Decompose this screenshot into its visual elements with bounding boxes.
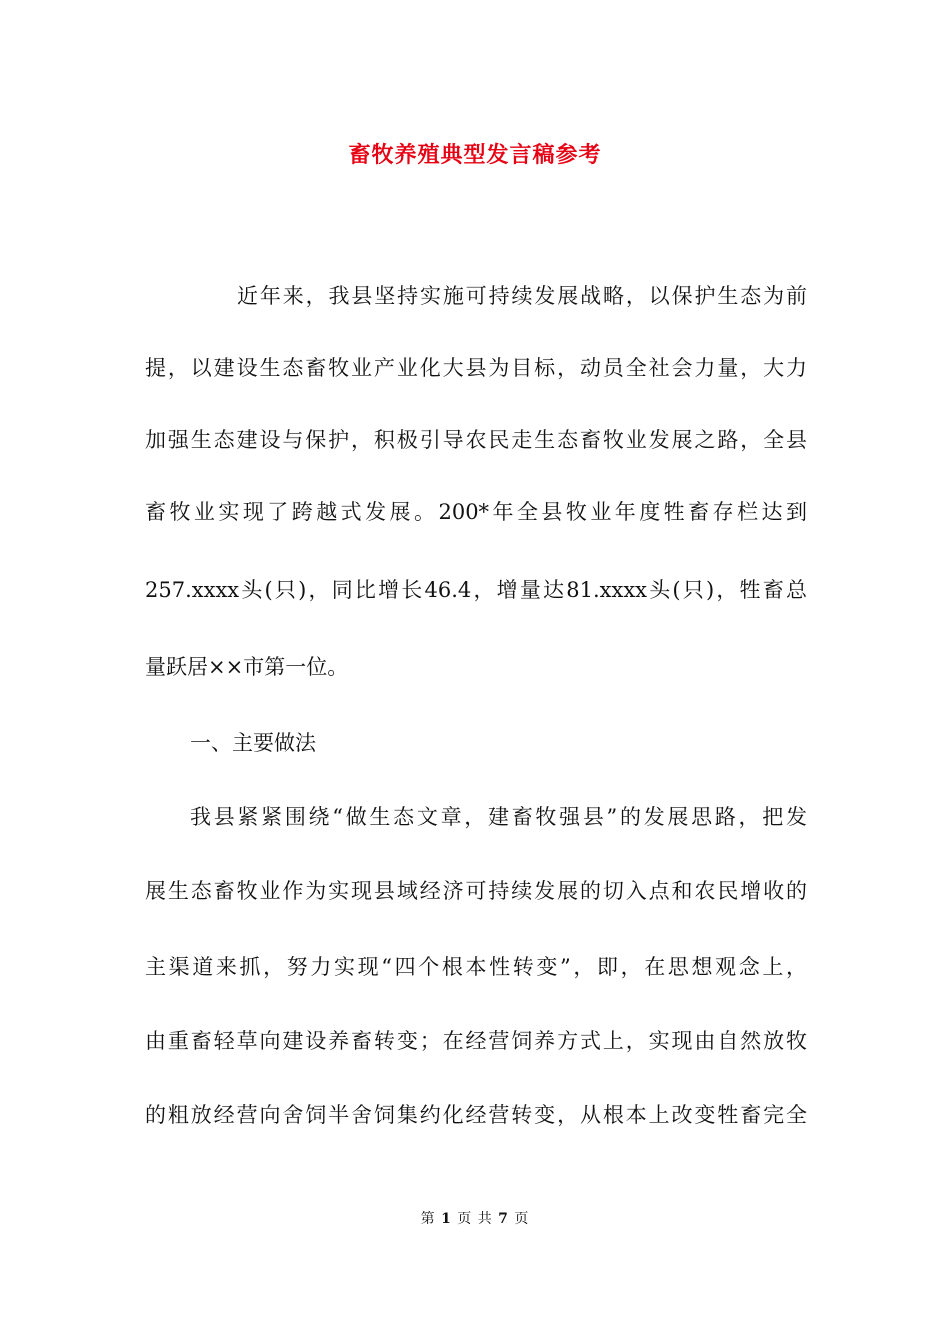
footer-suffix: 页 [514, 1211, 530, 1227]
paragraph-line: 我县紧紧围绕“做生态文章，建畜牧强县”的发展思路，把发 [190, 805, 807, 829]
paragraph-line: 257.xxxx头(只)，同比增长46.4，增量达81.xxxx头(只)，牲畜总 [145, 578, 807, 602]
paragraph-line: 近年来，我县坚持实施可持续发展战略，以保护生态为前 [237, 284, 807, 308]
paragraph-line: 量跃居××市第一位。 [145, 655, 349, 679]
paragraph-line: 提，以建设生态畜牧业产业化大县为目标，动员全社会力量，大力 [145, 356, 807, 380]
paragraph-line: 主渠道来抓，努力实现“四个根本性转变”，即，在思想观念上， [145, 955, 807, 979]
page-footer [0, 1208, 950, 1228]
paragraph-line: 加强生态建设与保护，积极引导农民走生态畜牧业发展之路，全县 [145, 428, 807, 452]
footer-prefix: 第 [420, 1211, 436, 1227]
footer-middle: 页 共 [457, 1211, 493, 1227]
paragraph-line: 的粗放经营向舍饲半舍饲集约化经营转变，从根本上改变牲畜完全 [145, 1103, 807, 1127]
document-title: 畜牧养殖典型发言稿参考 [348, 142, 602, 168]
paragraph-line: 畜牧业实现了跨越式发展。200*年全县牧业年度牲畜存栏达到 [145, 500, 807, 524]
section-heading: 一、主要做法 [190, 731, 316, 755]
page-number: 1 [441, 1211, 452, 1227]
paragraph-line: 展生态畜牧业作为实现县域经济可持续发展的切入点和农民增收的 [145, 879, 807, 903]
paragraph-line: 由重畜轻草向建设养畜转变；在经营饲养方式上，实现由自然放牧 [145, 1029, 807, 1053]
page-total: 7 [498, 1211, 509, 1227]
